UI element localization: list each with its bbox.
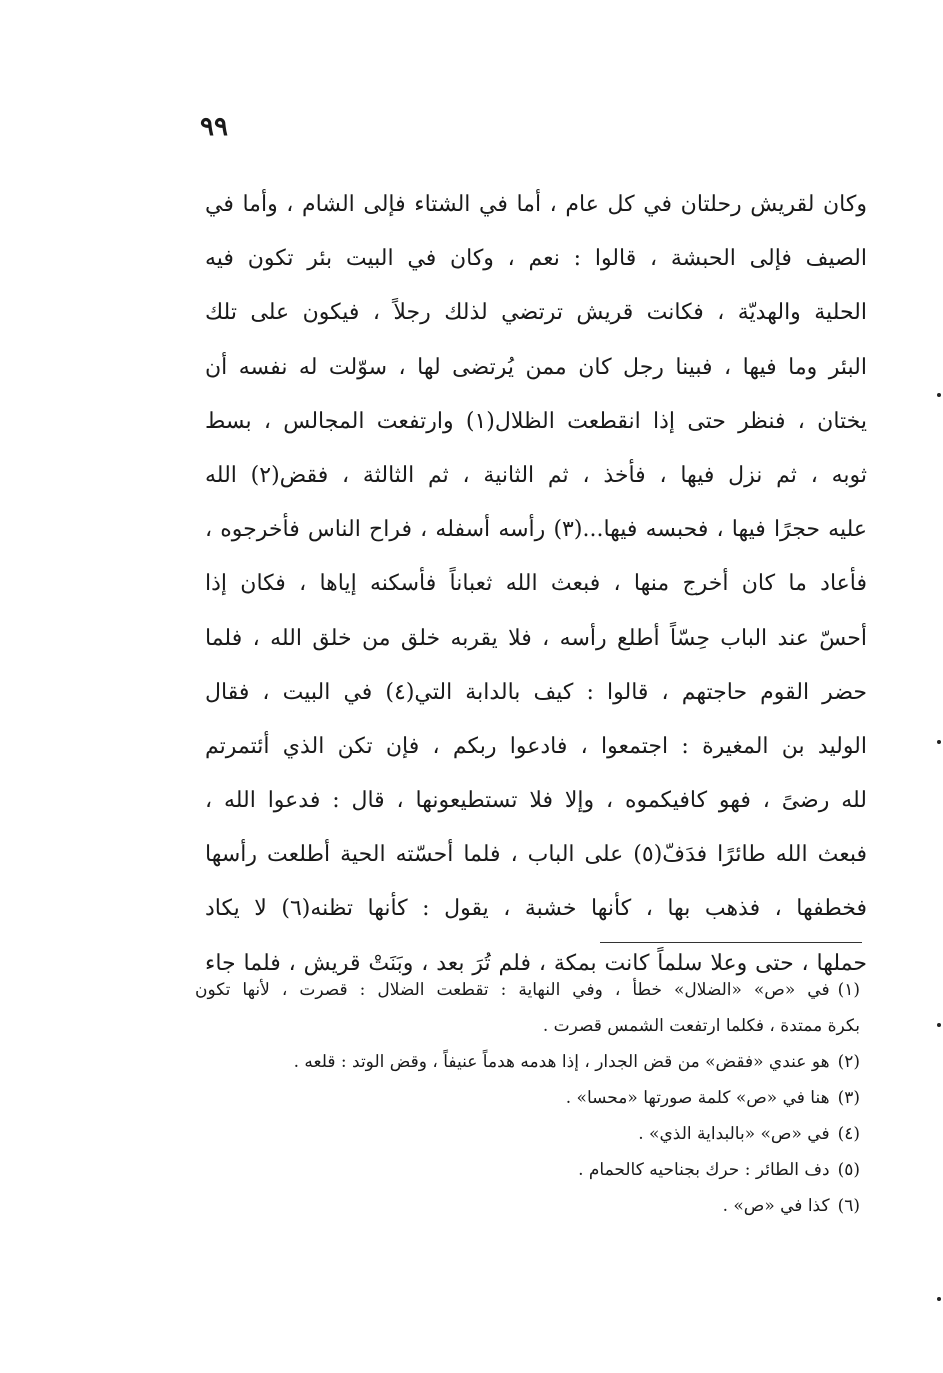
footnote-number: (٦) <box>837 1196 860 1216</box>
margin-speck <box>937 1023 941 1027</box>
body-line: عليه حجرًا فيها ، فحبسه فيها...(٣) رأسه أسفله ، فراح الناس فأخرجوه ، <box>205 517 867 543</box>
body-line: فأعاد ما كان أخرج منها ، فبعث الله ثعباناً فأسكنه إياها ، فكان إذا <box>205 571 867 597</box>
body-line: فبعث الله طائرًا فدَفّ(٥) على الباب ، فلما أحسّته الحية أطلعت رأسها <box>205 842 867 868</box>
footnote-text: دف الطائر : حرك بجناحيه كالحمام . <box>578 1160 830 1180</box>
footnote-number: (٥) <box>837 1160 860 1180</box>
footnote-text: هو عندي «فقض» من قض الجدار ، إذا هدمه هدماً عنيفاً ، وقض الوتد : قلعه . <box>293 1052 830 1072</box>
footnote-text: في «ص» «بالبداية الذي» . <box>638 1124 830 1144</box>
footnote-text: في «ص» «الضلال» خطأ ، وفي النهاية : تقطعت الضلال : قصرت ، لأنها تكون <box>195 980 830 1000</box>
body-line: أحسّ عند الباب حِسّاً أطلع رأسه ، فلا يقربه خلق من خلق الله ، فلما <box>205 625 867 651</box>
body-line: الوليد بن المغيرة : اجتمعوا ، فادعوا ربكم ، فإن تكن الذي أئتمرتم <box>205 733 867 759</box>
footnote-divider <box>600 942 862 943</box>
footnote-4 <box>195 1116 860 1152</box>
footnote-5 <box>195 1152 860 1188</box>
body-line: يختان ، فنظر حتى إذا انقطعت الظلال(١) وارتفعت المجالس ، بسط <box>205 408 867 434</box>
body-line: حملها ، حتى وعلا سلماً كانت بمكة ، فلم تُرَ بعد ، وبَنَتْ قريش ، فلما جاء <box>205 950 867 976</box>
page-number: ٩٩ <box>200 112 228 142</box>
footnote-6 <box>195 1188 860 1224</box>
footnote-1-continuation: بكرة ممتدة ، فكلما ارتفعت الشمس قصرت . <box>542 1016 860 1036</box>
body-line: وكان لقريش رحلتان في كل عام ، أما في الشتاء فإلى الشام ، وأما في <box>205 192 867 217</box>
footnote-number: (١) <box>837 980 860 1000</box>
footnote-2 <box>195 1044 860 1080</box>
footnotes <box>195 972 860 1224</box>
body-line: الصيف فإلى الحبشة ، قالوا : نعم ، وكان في البيت بئر تكون فيه <box>205 246 867 272</box>
body-text <box>205 178 867 991</box>
margin-speck <box>937 393 941 397</box>
body-line: ثوبه ، ثم نزل فيها ، فأخذ ، ثم الثانية ، ثم الثالثة ، فقض(٢) الله <box>205 462 867 488</box>
body-line: فخطفها ، فذهب بها ، كأنها خشبة ، يقول : كأنها تظنه(٦) لا يكاد <box>205 896 867 922</box>
footnote-number: (٤) <box>837 1124 860 1144</box>
footnote-number: (٢) <box>837 1052 860 1072</box>
footnote-3 <box>195 1080 860 1116</box>
footnote-1 <box>195 972 860 1008</box>
footnote-text: هنا في «ص» كلمة صورتها «محسا» . <box>565 1088 830 1108</box>
body-line: لله رضىً ، فهو كافيكموه ، وإلا فلا تستطيعونها ، قال : فدعوا الله ، <box>205 788 867 814</box>
body-line: البئر وما فيها ، فبينا رجل كان ممن يُرتضى لها ، سوّلت له نفسه أن <box>205 354 867 380</box>
footnote-number: (٣) <box>837 1088 860 1108</box>
margin-speck <box>937 740 941 744</box>
body-line: الحلية والهديّة ، فكانت قريش ترتضي لذلك رجلاً ، فيكون على تلك <box>205 300 867 326</box>
margin-speck <box>937 1297 941 1301</box>
body-line: حضر القوم حاجتهم ، قالوا : كيف بالدابة التي(٤) في البيت ، فقال <box>205 679 867 705</box>
footnote-text: كذا في «ص» . <box>722 1196 830 1216</box>
